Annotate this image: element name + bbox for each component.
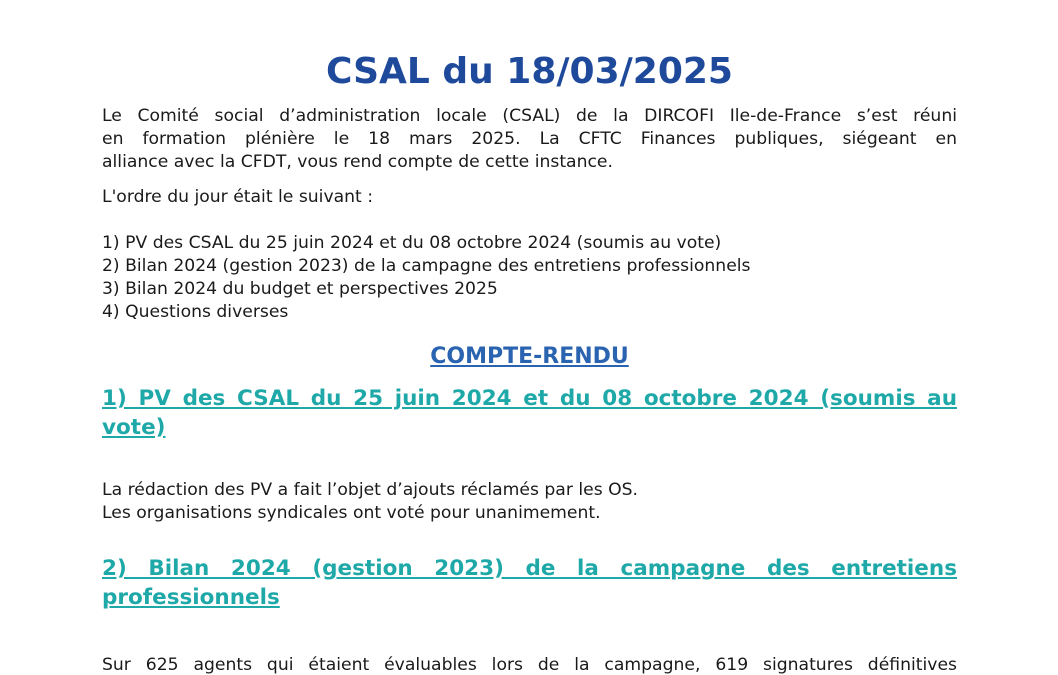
section-1-body <box>102 479 957 525</box>
agenda-item: 3) Bilan 2024 du budget et perspectives 2025 <box>102 279 498 299</box>
section-1-heading <box>102 384 957 442</box>
section-2-heading-line-1: 2) Bilan 2024 (gestion 2023) de la campagne des entretiens <box>102 556 957 581</box>
section-2-heading <box>102 554 957 612</box>
agenda-item: 4) Questions diverses <box>102 302 289 322</box>
agenda-list <box>102 232 957 324</box>
section-2-body <box>102 654 957 675</box>
agenda-intro: L'ordre du jour était le suivant : <box>102 187 374 207</box>
section-1-heading-line-2: vote) <box>102 415 166 440</box>
intro-line-2: en formation plénière le 18 mars 2025. La CFTC Finances publiques, siégeant en <box>102 129 957 149</box>
section-2-body-line-1: Sur 625 agents qui étaient évaluables lors de la campagne, 619 signatures définitives <box>102 655 957 675</box>
document-title: CSAL du 18/03/2025 <box>326 51 733 92</box>
intro-line-1: Le Comité social d’administration locale (CSAL) de la DIRCOFI Ile-de-France s’est réuni <box>102 106 957 126</box>
agenda-item: 1) PV des CSAL du 25 juin 2024 et du 08 octobre 2024 (soumis au vote) <box>102 233 722 253</box>
report-heading: COMPTE-RENDU <box>430 344 629 369</box>
intro-paragraph <box>102 105 957 197</box>
section-1-heading-line-1: 1) PV des CSAL du 25 juin 2024 et du 08 octobre 2024 (soumis au <box>102 386 957 411</box>
section-1-body-line-1: La rédaction des PV a fait l’objet d’ajouts réclamés par les OS. <box>102 480 639 500</box>
section-1-body-line-2: Les organisations syndicales ont voté pour unanimement. <box>102 503 601 523</box>
section-2-heading-line-2: professionnels <box>102 585 280 610</box>
intro-line-3: alliance avec la CFDT, vous rend compte de cette instance. <box>102 152 613 172</box>
agenda-item: 2) Bilan 2024 (gestion 2023) de la campagne des entretiens professionnels <box>102 256 751 276</box>
